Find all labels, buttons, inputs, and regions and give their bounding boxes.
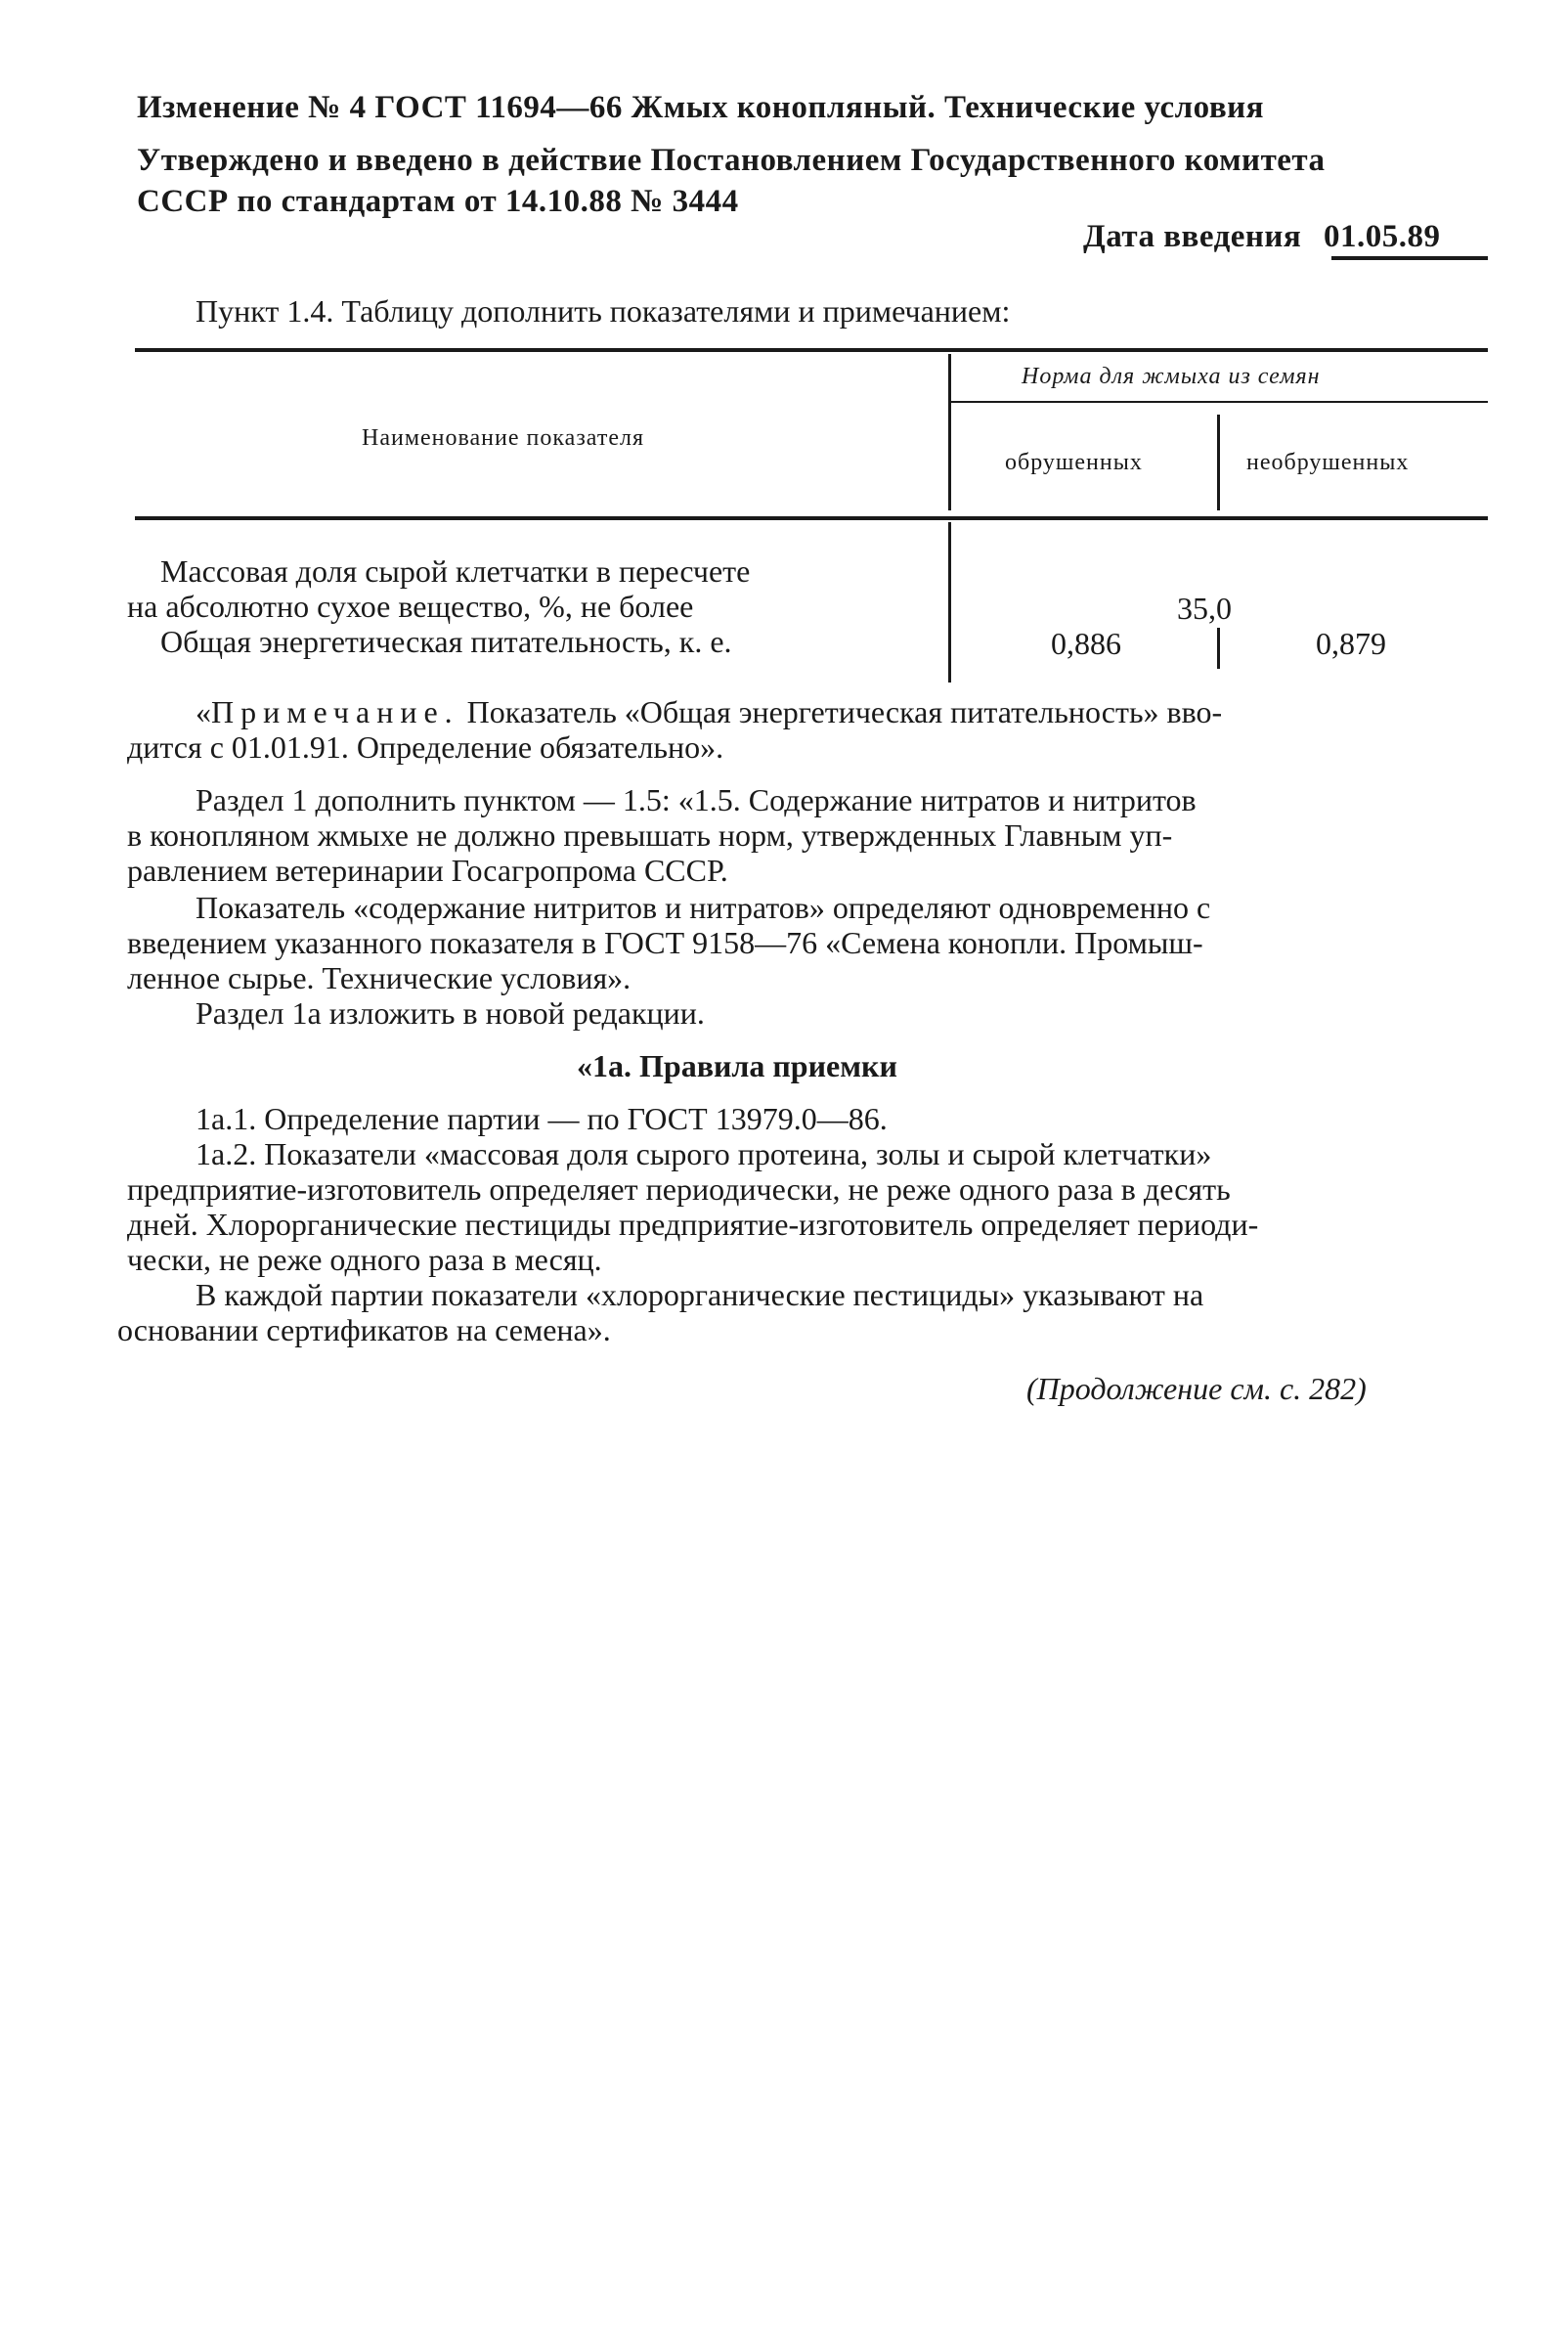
clause-1a2-line-1: 1а.2. Показатели «массовая доля сырого протеина, золы и сырой клетчатки»: [196, 1136, 1212, 1171]
table-subcol-divider: [1217, 415, 1220, 510]
table-header-divider: [948, 354, 951, 510]
section1a-intro: Раздел 1а изложить в новой редакции.: [196, 995, 705, 1031]
col-header-unhulled: необрушенных: [1246, 450, 1410, 475]
col-header-hulled: обрушенных: [1005, 450, 1143, 475]
section1-line-2: в конопляном жмыхе не должно превышать норм, утвержденных Главным уп-: [127, 817, 1173, 853]
clause-1a2-line-2: предприятие-изготовитель определяет периодически, не реже одного раза в десять: [127, 1171, 1231, 1207]
table-top-rule: [135, 348, 1488, 352]
clause-1a2-line-4: чески, не реже одного раза в месяц.: [127, 1242, 602, 1277]
continuation-note: (Продолжение см. с. 282): [1026, 1371, 1367, 1406]
batch-line-2: основании сертификатов на семена».: [117, 1312, 611, 1347]
section1-line-1: Раздел 1 дополнить пунктом — 1.5: «1.5. Содержание нитратов и нитритов: [196, 782, 1197, 817]
clause-1a2-line-3: дней. Хлорорганические пестициды предприятие-изготовитель определяет периоди-: [127, 1207, 1259, 1242]
row-energy-unhulled: 0,879: [1316, 626, 1386, 661]
note-text-1: Показатель «Общая энергетическая питательность» вво-: [458, 694, 1223, 729]
intro-paragraph: Пункт 1.4. Таблицу дополнить показателями и примечанием:: [196, 293, 1011, 329]
row-fiber-value: 35,0: [1177, 591, 1232, 626]
approval-line-2: СССР по стандартам от 14.10.88 № 3444: [137, 184, 739, 219]
section-1a-heading: «1а. Правила приемки: [577, 1048, 897, 1083]
table-body-subcol-divider: [1217, 628, 1220, 669]
effective-date-caption: Дата введения: [1083, 219, 1302, 254]
note-line-2: дится с 01.01.91. Определение обязательно».: [127, 729, 724, 765]
note-quote: «: [196, 694, 211, 729]
batch-line-1: В каждой партии показатели «хлорорганические пестициды» указывают на: [196, 1277, 1204, 1312]
indicator-line-1: Показатель «содержание нитритов и нитратов» определяют одновременно с: [196, 890, 1211, 925]
col-header-norm: Норма для жмыха из семян: [1022, 364, 1321, 389]
effective-date-value: 01.05.89: [1324, 219, 1441, 254]
document-title: Изменение № 4 ГОСТ 11694—66 Жмых конопляный. Технические условия: [137, 90, 1265, 125]
effective-date-label: [1083, 219, 1441, 255]
table-body-divider: [948, 522, 951, 683]
col-header-indicator: Наименование показателя: [362, 425, 644, 451]
section1-line-3: равлением ветеринарии Госагропрома СССР.: [127, 853, 728, 888]
row-energy-label: Общая энергетическая питательность, к. е.: [160, 624, 732, 659]
approval-line-1: Утверждено и введено в действие Постановлением Государственного комитета: [137, 143, 1326, 178]
note-line-1: [196, 694, 1222, 730]
row-fiber-label-1: Массовая доля сырой клетчатки в пересчете: [160, 553, 751, 589]
row-fiber-label-2: на абсолютно сухое вещество, %, не более: [127, 589, 694, 624]
row-energy-hulled: 0,886: [1051, 626, 1121, 661]
date-underline: [1331, 256, 1488, 260]
table-subheader-rule: [948, 401, 1488, 403]
indicator-line-3: ленное сырье. Технические условия».: [127, 960, 632, 995]
indicator-line-2: введением указанного показателя в ГОСТ 9158—76 «Семена конопли. Промыш-: [127, 925, 1203, 960]
table-header-rule: [135, 516, 1488, 520]
note-label: Примечание.: [211, 694, 459, 729]
clause-1a1: 1а.1. Определение партии — по ГОСТ 13979.0—86.: [196, 1101, 888, 1136]
